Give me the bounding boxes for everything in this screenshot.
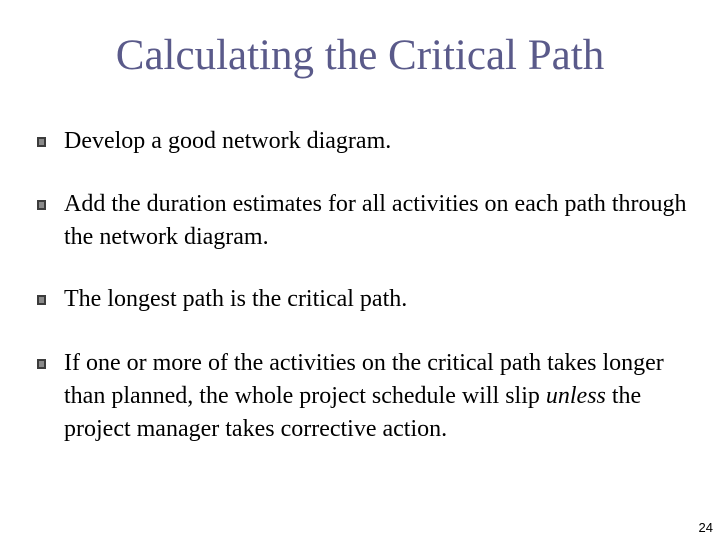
bullet-text-before: If one or more of the activities on the critical path takes longer than planned, the whole project schedule will slip (64, 350, 664, 409)
bullet-list (37, 125, 697, 476)
square-bullet-icon (37, 359, 46, 369)
slide-title: Calculating the Critical Path (115, 32, 605, 79)
bullet-item (37, 125, 697, 158)
bullet-item (37, 347, 697, 446)
bullet-text-after: the project manager takes corrective action. (64, 383, 642, 442)
bullet-text: Add the duration estimates for all activities on each path through the network diagram. (64, 191, 687, 250)
bullet-emphasis: unless (545, 383, 606, 409)
bullet-item (37, 283, 697, 316)
bullet-item (37, 188, 697, 254)
bullet-text: Develop a good network diagram. (64, 128, 392, 154)
square-bullet-icon (37, 295, 46, 305)
bullet-text: The longest path is the critical path. (64, 286, 408, 312)
square-bullet-icon (37, 137, 46, 147)
page-number: 24 (698, 520, 713, 535)
square-bullet-icon (37, 200, 46, 210)
